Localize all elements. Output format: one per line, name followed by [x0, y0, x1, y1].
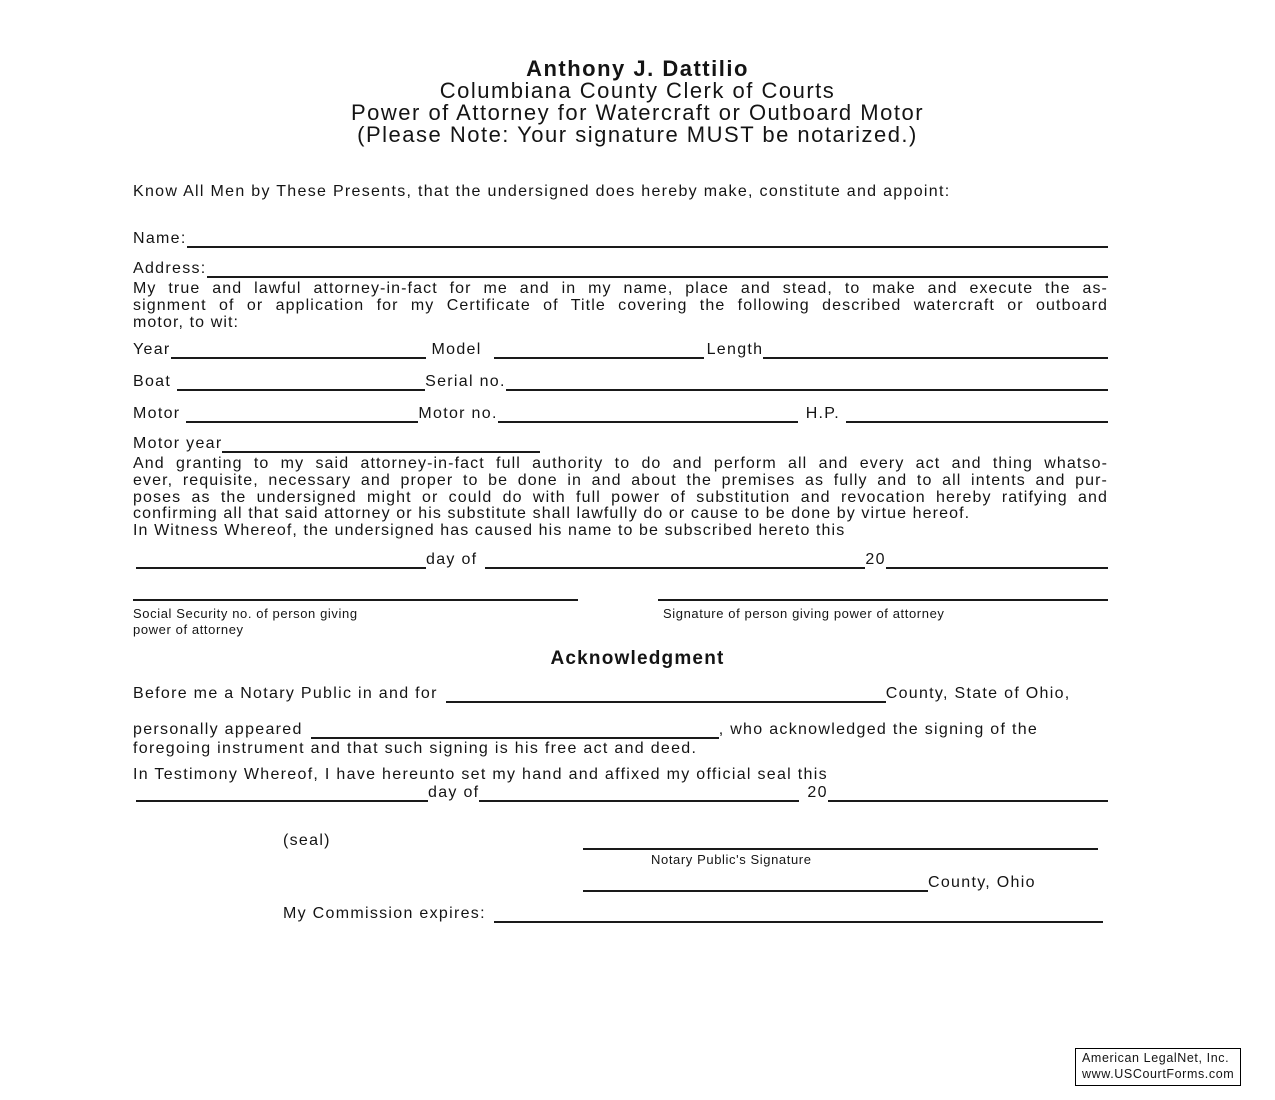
legalnet-footer-box [1075, 1048, 1241, 1086]
model-label: Model [431, 341, 482, 358]
notary-signature-line[interactable] [583, 848, 1098, 850]
footer-company: American LegalNet, Inc. [1082, 1051, 1230, 1065]
personally-appeared-label: personally appeared [133, 721, 303, 738]
year-prefix-label: 20 [865, 551, 886, 568]
motor-label: Motor [133, 405, 181, 422]
paragraph-line: motor, to wit: [133, 313, 240, 331]
ssn-caption-line: power of attorney [133, 622, 244, 637]
notary-county-blank[interactable] [446, 701, 886, 703]
paragraph-line: And granting to my said attorney-in-fact full authority to do and perform all and every act and thing whatso- [133, 455, 1108, 472]
acknowledged-suffix: , who acknowledged the signing of the [718, 721, 1039, 738]
paragraph-line: ever, requisite, necessary and proper to be done in and about the premises as fully and to all intents and pur- [133, 471, 1108, 489]
clerk-name: Anthony J. Dattilio [526, 56, 749, 81]
notarize-note: (Please Note: Your signature MUST be notarized.) [357, 122, 918, 147]
commission-date-blank[interactable] [494, 921, 1103, 923]
grantor-signature-caption: Signature of person giving power of attorney [663, 606, 945, 621]
testimony-year-prefix: 20 [807, 784, 828, 801]
form-title: Power of Attorney for Watercraft or Outboard Motor [350, 100, 925, 125]
day-of-label: day of [426, 551, 478, 568]
personally-appeared-row [133, 718, 1108, 739]
before-me-label: Before me a Notary Public in and for [133, 685, 438, 702]
hp-label: H.P. [805, 405, 840, 422]
seal-row [133, 832, 1108, 850]
testimony-year-blank[interactable] [828, 800, 1108, 802]
county-ohio-label: County, Ohio [928, 874, 1036, 891]
county-blank[interactable] [583, 890, 928, 892]
county-ohio-row [133, 872, 1108, 892]
commission-label: My Commission expires: [283, 905, 486, 922]
office-title: Columbiana County Clerk of Courts [439, 78, 836, 103]
county-state-label: County, State of Ohio, [885, 685, 1071, 702]
witness-clause: In Witness Whereof, the undersigned has caused his name to be subscribed hereto this [133, 522, 846, 540]
testimony-day-of-label: day of [428, 784, 480, 801]
commission-row [133, 903, 1108, 923]
testimony-line: In Testimony Whereof, I have hereunto set my hand and affixed my official seal this [133, 766, 828, 783]
testimony-date-row [133, 782, 1108, 802]
address-label: Address: [133, 260, 207, 277]
seal-label: (seal) [283, 832, 331, 849]
intro-line: Know All Men by These Presents, that the undersigned does hereby make, constitute and appoint: [133, 183, 951, 200]
footer-url: www.USCourtForms.com [1082, 1066, 1235, 1081]
paragraph-line: poses as the undersigned might or could do with full power of substitution and revocation hereby ratifying and [133, 488, 1108, 506]
before-me-row [133, 682, 1108, 703]
acknowledgment-heading: Acknowledgment [550, 648, 725, 669]
ssn-caption-line: Social Security no. of person giving [133, 606, 358, 621]
name-label: Name: [133, 230, 187, 247]
length-label: Length [706, 341, 764, 358]
paragraph-line: confirming all that said attorney or his substitute shall lawfully do or cause to be done by virtue hereof. [133, 505, 971, 523]
acknowledgment-section [133, 0, 1108, 1100]
paragraph-line: My true and lawful attorney-in-fact for me and in my name, place and stead, to make and execute the as- [133, 280, 1108, 297]
notary-signature-caption: Notary Public's Signature [651, 852, 812, 867]
motor-year-label: Motor year [133, 435, 223, 452]
testimony-month-blank[interactable] [479, 800, 799, 802]
boat-label: Boat [133, 373, 172, 390]
appeared-name-blank[interactable] [311, 737, 719, 739]
foregoing-line: foregoing instrument and that such signing is his free act and deed. [133, 740, 698, 757]
year-label: Year [133, 341, 171, 358]
testimony-day-blank[interactable] [136, 800, 428, 802]
serial-no-label: Serial no. [425, 373, 506, 390]
motor-no-label: Motor no. [418, 405, 498, 422]
paragraph-line: signment of or application for my Certificate of Title covering the following described watercraft or outboard [133, 296, 1108, 314]
